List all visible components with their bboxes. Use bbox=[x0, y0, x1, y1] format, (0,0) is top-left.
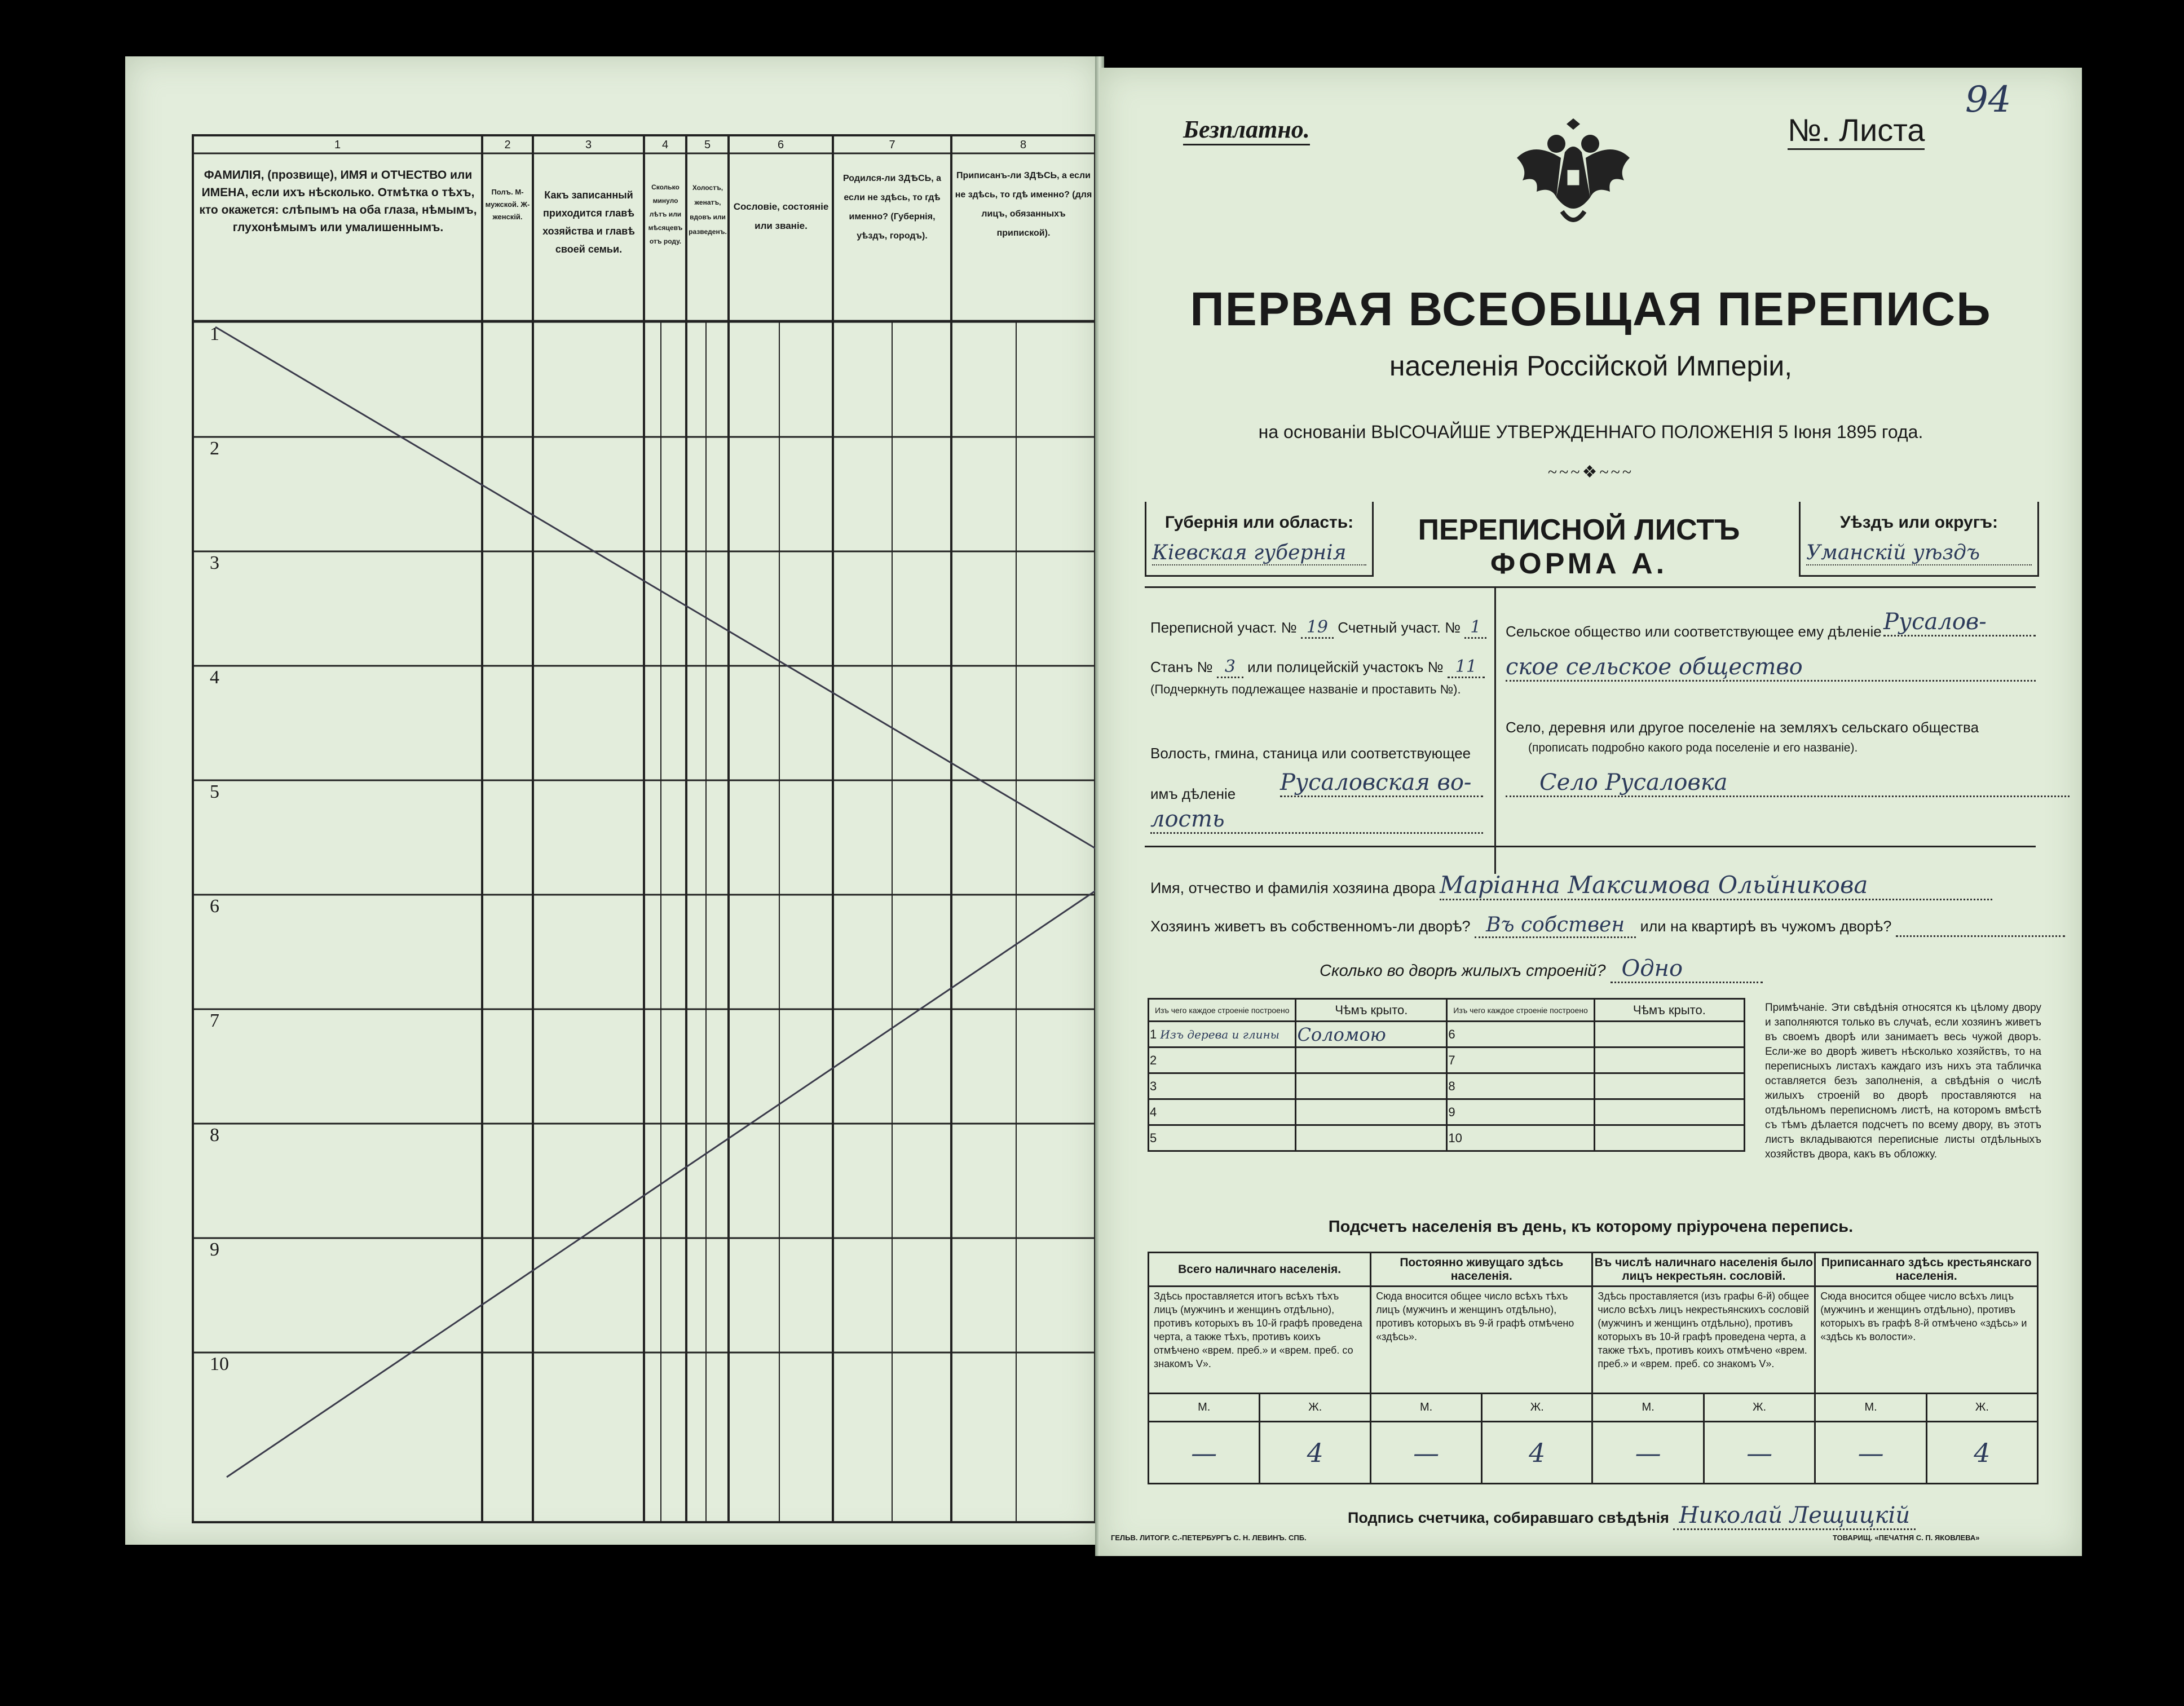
bt-cell bbox=[1296, 1125, 1447, 1151]
bt-row-1-material bbox=[1149, 1022, 1296, 1048]
row-number-8: 8 bbox=[210, 1125, 219, 1146]
bt-row-10: 10 bbox=[1447, 1125, 1594, 1151]
count-head-3: Въ числѣ наличнаго населенія было лицъ некрестьян. сословій. bbox=[1592, 1253, 1815, 1287]
col-number-7: 7 bbox=[889, 139, 895, 151]
count-zh-2: Ж. bbox=[1482, 1394, 1592, 1422]
col-number-2: 2 bbox=[504, 139, 511, 151]
lives-label-2: или на квартирѣ въ чужомъ дворѣ? bbox=[1640, 918, 1892, 935]
bt-row1-roof-value: Соломою bbox=[1296, 1022, 1447, 1048]
count-value-2: 4 bbox=[1260, 1422, 1371, 1484]
count-title: Подсчетъ населенія въ день, къ которому пріурочена перепись. bbox=[1328, 1218, 1854, 1236]
bt-row-2: 2 bbox=[1149, 1048, 1296, 1073]
signature-label: Подпись счетчика, собиравшаго свѣдѣнія bbox=[1348, 1509, 1669, 1526]
col-number-4: 4 bbox=[661, 139, 669, 151]
signature-value: Николай Лещицкій bbox=[1673, 1502, 1916, 1530]
signature-line bbox=[1348, 1502, 1916, 1530]
schet-uchastok-value: 1 bbox=[1464, 617, 1486, 639]
left-census-grid bbox=[125, 56, 1100, 1545]
bt-row-9: 9 bbox=[1447, 1099, 1594, 1125]
owner-value: Маріанна Максимова Ольйникова bbox=[1440, 871, 1992, 900]
census-subtitle: населенія Россійской Имперіи, bbox=[1389, 350, 1793, 382]
count-m-1: М. bbox=[1149, 1394, 1260, 1422]
count-value-6: — bbox=[1704, 1422, 1815, 1484]
gubernia-label: Губернія или область: bbox=[1164, 513, 1354, 532]
census-uchastok-value: 19 bbox=[1301, 617, 1334, 639]
gubernia-box bbox=[1145, 502, 1374, 577]
census-basis: на основаніи ВЫСОЧАЙШЕ УТВЕРЖДЕННАГО ПОЛОЖЕНІЯ 5 Іюня 1895 года. bbox=[1258, 422, 1923, 442]
row-number-10: 10 bbox=[210, 1354, 229, 1374]
volost-value-1: Русаловская во- bbox=[1280, 770, 1483, 797]
sheet-number-handwritten: 94 bbox=[1965, 79, 2011, 121]
printer-right: ТОВАРИЩ. «ПЕЧАТНЯ С. П. ЯКОВЛЕВА» bbox=[1833, 1533, 1980, 1542]
header-name: ФАМИЛІЯ, (прозвище), ИМЯ и ОТЧЕСТВО или ИМЕНА, если ихъ нѣсколько. Отмѣтка о тѣхъ, кто окажется: слѣпымъ на оба глаза, нѣмымъ, глухонѣмымъ или умалишеннымъ. bbox=[199, 169, 477, 234]
info-bottom-divider bbox=[1145, 846, 2036, 847]
count-value-8: 4 bbox=[1926, 1422, 2037, 1484]
count-value-7: — bbox=[1815, 1422, 1927, 1484]
schet-uchastok-label: Счетный участ. № bbox=[1338, 619, 1461, 636]
lives-label: Хозяинъ живетъ въ собственномъ-ли дворѣ? bbox=[1150, 918, 1471, 935]
header-birthplace: Родился-ли ЗДѢСЬ, а если не здѣсь, то гдѣ именно? (Губернія, уѣздъ, городъ). bbox=[843, 174, 941, 241]
gubernia-value: Кіевская губернія bbox=[1152, 541, 1366, 565]
buildings-value: Одно bbox=[1611, 956, 1763, 983]
header-marital: Холостъ, женатъ, вдовъ или разведенъ. bbox=[689, 184, 727, 236]
uezd-label: Уѣздъ или округъ: bbox=[1839, 513, 1998, 532]
uezd-value: Уманскій уѣздъ bbox=[1806, 541, 2032, 565]
count-desc-2: Сюда вносится общее число всѣхъ тѣхъ лицъ (мужчинъ и женщинъ отдѣльно), противъ которыхъ въ 9-й графѣ отмѣчено «здѣсь». bbox=[1371, 1287, 1592, 1394]
count-value-3: — bbox=[1371, 1422, 1482, 1484]
row-number-1: 1 bbox=[210, 324, 219, 344]
sheet-number-label: №. Листа bbox=[1788, 112, 1925, 150]
bt-cell bbox=[1594, 1125, 1744, 1151]
header-divider bbox=[1145, 586, 2036, 588]
stan-value: 3 bbox=[1217, 657, 1243, 678]
col-number-5: 5 bbox=[704, 139, 711, 151]
count-desc-4: Сюда вносится общее число всѣхъ лицъ (мужчинъ и женщинъ отдѣльно), противъ которыхъ въ графѣ 8-й отмѣчено «здѣсь» и «здѣсь къ волости». bbox=[1815, 1287, 2038, 1394]
police-label: или полицейскій участокъ № bbox=[1247, 658, 1444, 675]
count-value-4: 4 bbox=[1482, 1422, 1592, 1484]
count-m-3: М. bbox=[1592, 1394, 1704, 1422]
left-page bbox=[125, 56, 1100, 1545]
bt-cell bbox=[1296, 1099, 1447, 1125]
count-table bbox=[1148, 1252, 2039, 1484]
row-number-2: 2 bbox=[210, 438, 219, 459]
lives-value: Въ собствен bbox=[1475, 913, 1636, 938]
header-estate: Сословіе, состояніе или званіе. bbox=[733, 201, 829, 231]
count-value-1: — bbox=[1149, 1422, 1260, 1484]
village-label: Село, деревня или другое поселеніе на земляхъ сельскаго общества bbox=[1506, 719, 1979, 736]
buildings-label: Сколько во дворѣ жилыхъ строеній? bbox=[1320, 962, 1606, 980]
header-sex: Полъ. М-мужской. Ж-женскій. bbox=[485, 188, 530, 221]
bt-row-8: 8 bbox=[1447, 1073, 1594, 1099]
count-m-2: М. bbox=[1371, 1394, 1482, 1422]
printer-left: ГЕЛЬВ. ЛИТОГР. С.-ПЕТЕРБУРГЪ С. Н. ЛЕВИНЪ. СПБ. bbox=[1111, 1533, 1307, 1542]
row-number-4: 4 bbox=[210, 667, 219, 688]
village-value: Село Русаловка bbox=[1506, 770, 2070, 797]
col-number-6: 6 bbox=[777, 139, 784, 151]
col-number-3: 3 bbox=[585, 139, 592, 151]
imperial-eagle-icon bbox=[1511, 107, 1635, 237]
bt-head-material-left: Изъ чего каждое строеніе построено bbox=[1149, 999, 1296, 1022]
count-desc-3: Здѣсь проставляется (изъ графы 6-й) общее число всѣхъ лицъ некрестьянскихъ сословій (мужчинъ и женщинъ отдѣльно), противъ которыхъ въ 10-й графѣ проведена черта, а также тѣхъ, противъ коихъ отмѣчено «врем. преб.» и «врем. преб. со знакомъ V». bbox=[1592, 1287, 1815, 1394]
sheet-title-1: ПЕРЕПИСНОЙ ЛИСТЪ bbox=[1418, 514, 1740, 546]
row-number-9: 9 bbox=[210, 1239, 219, 1260]
count-m-4: М. bbox=[1815, 1394, 1927, 1422]
bt-row-7: 7 bbox=[1447, 1048, 1594, 1073]
society-value-1: Русалов- bbox=[1883, 609, 2036, 637]
volost-value-2: лость bbox=[1150, 806, 1483, 834]
uchastok-line bbox=[1150, 617, 1486, 637]
free-label: Безплатно. bbox=[1183, 115, 1310, 145]
underline-note: (Подчеркнуть подлежащее названіе и проставить №). bbox=[1150, 682, 1461, 696]
stan-label: Станъ № bbox=[1150, 658, 1213, 675]
bt-head-roof-right: Чѣмъ крыто. bbox=[1594, 999, 1744, 1022]
bt-row-number: 1 bbox=[1150, 1027, 1157, 1041]
bt-cell bbox=[1594, 1099, 1744, 1125]
note-text: Примѣчаніе. Эти свѣдѣнія относятся къ цѣлому двору и заполняются только въ случаѣ, если хозяинъ живетъ въ своемъ дворѣ или занимаетъ весь чужой дворъ. Если-же во дворѣ живетъ нѣсколько хозяйствъ, то на переписныхъ листахъ каждаго изъ нихъ эта табличка оставляется безъ заполненія, а свѣдѣнія о числѣ жилыхъ строеній во дворѣ проставляются на отдѣльномъ переписномъ листѣ, на которомъ вмѣстѣ съ тѣмъ дѣлается подсчетъ по всему двору, въ этотъ листъ вкладываются переписные листы отдѣльныхъ хозяйствъ двора, какъ въ обложку. bbox=[1765, 1002, 2041, 1160]
buildings-line bbox=[1320, 956, 1763, 983]
bt-row-4: 4 bbox=[1149, 1099, 1296, 1125]
bt-row-5: 5 bbox=[1149, 1125, 1296, 1151]
count-desc-1: Здѣсь проставляется итогъ всѣхъ тѣхъ лицъ (мужчинъ и женщинъ отдѣльно), противъ которыхъ въ 10-й графѣ проведена черта, а также тѣхъ, противъ коихъ отмѣчено «врем. преб.» и «врем. преб. со знакомъ V». bbox=[1149, 1287, 1371, 1394]
census-title: ПЕРВАЯ ВСЕОБЩАЯ ПЕРЕПИСЬ bbox=[1190, 282, 1992, 335]
count-zh-1: Ж. bbox=[1260, 1394, 1371, 1422]
header-registered: Приписанъ-ли ЗДѢСЬ, а если не здѣсь, то гдѣ именно? (для лицъ, обязанныхъ припиской). bbox=[955, 171, 1092, 238]
count-head-4: Приписаннаго здѣсь крестьянскаго населенія. bbox=[1815, 1253, 2038, 1287]
lives-line bbox=[1150, 913, 2065, 937]
count-zh-4: Ж. bbox=[1926, 1394, 2037, 1422]
uezd-box bbox=[1799, 502, 2039, 577]
village-note: (прописать подробно какого рода поселеніе и его названіе). bbox=[1528, 741, 1858, 754]
society-label: Сельское общество или соответствующее ему дѣленіе bbox=[1506, 623, 1882, 640]
count-head-2: Постоянно живущаго здѣсь населенія. bbox=[1371, 1253, 1592, 1287]
row-number-7: 7 bbox=[210, 1010, 219, 1031]
bt-cell bbox=[1296, 1073, 1447, 1099]
bt-cell bbox=[1594, 1048, 1744, 1073]
header-age: Сколько минуло лѣтъ или мѣсяцевъ отъ роду. bbox=[648, 183, 683, 245]
row-number-6: 6 bbox=[210, 896, 219, 917]
bt-head-roof-left: Чѣмъ крыто. bbox=[1296, 999, 1447, 1022]
volost-label: Волость, гмина, станица или соответствующее имъ дѣленіе bbox=[1150, 745, 1471, 802]
bt-cell bbox=[1594, 1073, 1744, 1099]
bt-row1-material-value: Изъ дерева и глины bbox=[1160, 1027, 1279, 1041]
census-uchastok-label: Переписной участ. № bbox=[1150, 619, 1297, 636]
row-number-5: 5 bbox=[210, 781, 219, 802]
bt-cell bbox=[1594, 1022, 1744, 1048]
bt-row-6: 6 bbox=[1447, 1022, 1594, 1048]
right-page bbox=[1100, 68, 2082, 1556]
count-zh-3: Ж. bbox=[1704, 1394, 1815, 1422]
owner-line bbox=[1150, 871, 1992, 900]
ornament-divider: ~~~❖~~~ bbox=[1547, 463, 1634, 481]
owner-label: Имя, отчество и фамилія хозяина двора bbox=[1150, 879, 1436, 896]
count-head-1: Всего наличнаго населенія. bbox=[1149, 1253, 1371, 1287]
sheet-title-2: ФОРМА А. bbox=[1490, 547, 1668, 580]
police-value: 11 bbox=[1448, 657, 1485, 678]
bt-head-material-right: Изъ чего каждое строеніе построено bbox=[1447, 999, 1594, 1022]
col-number-8: 8 bbox=[1020, 139, 1027, 151]
buildings-table bbox=[1148, 998, 1745, 1152]
bt-row-3: 3 bbox=[1149, 1073, 1296, 1099]
info-vertical-divider bbox=[1494, 586, 1496, 874]
col-number-1: 1 bbox=[334, 139, 341, 151]
row-number-3: 3 bbox=[210, 553, 219, 573]
society-value-2: ское сельское общество bbox=[1506, 654, 2036, 682]
bt-cell bbox=[1296, 1048, 1447, 1073]
header-relation: Какъ записанный приходится главѣ хозяйства и главѣ своей семьи. bbox=[542, 189, 635, 255]
stan-line bbox=[1150, 657, 1485, 677]
count-value-5: — bbox=[1592, 1422, 1704, 1484]
